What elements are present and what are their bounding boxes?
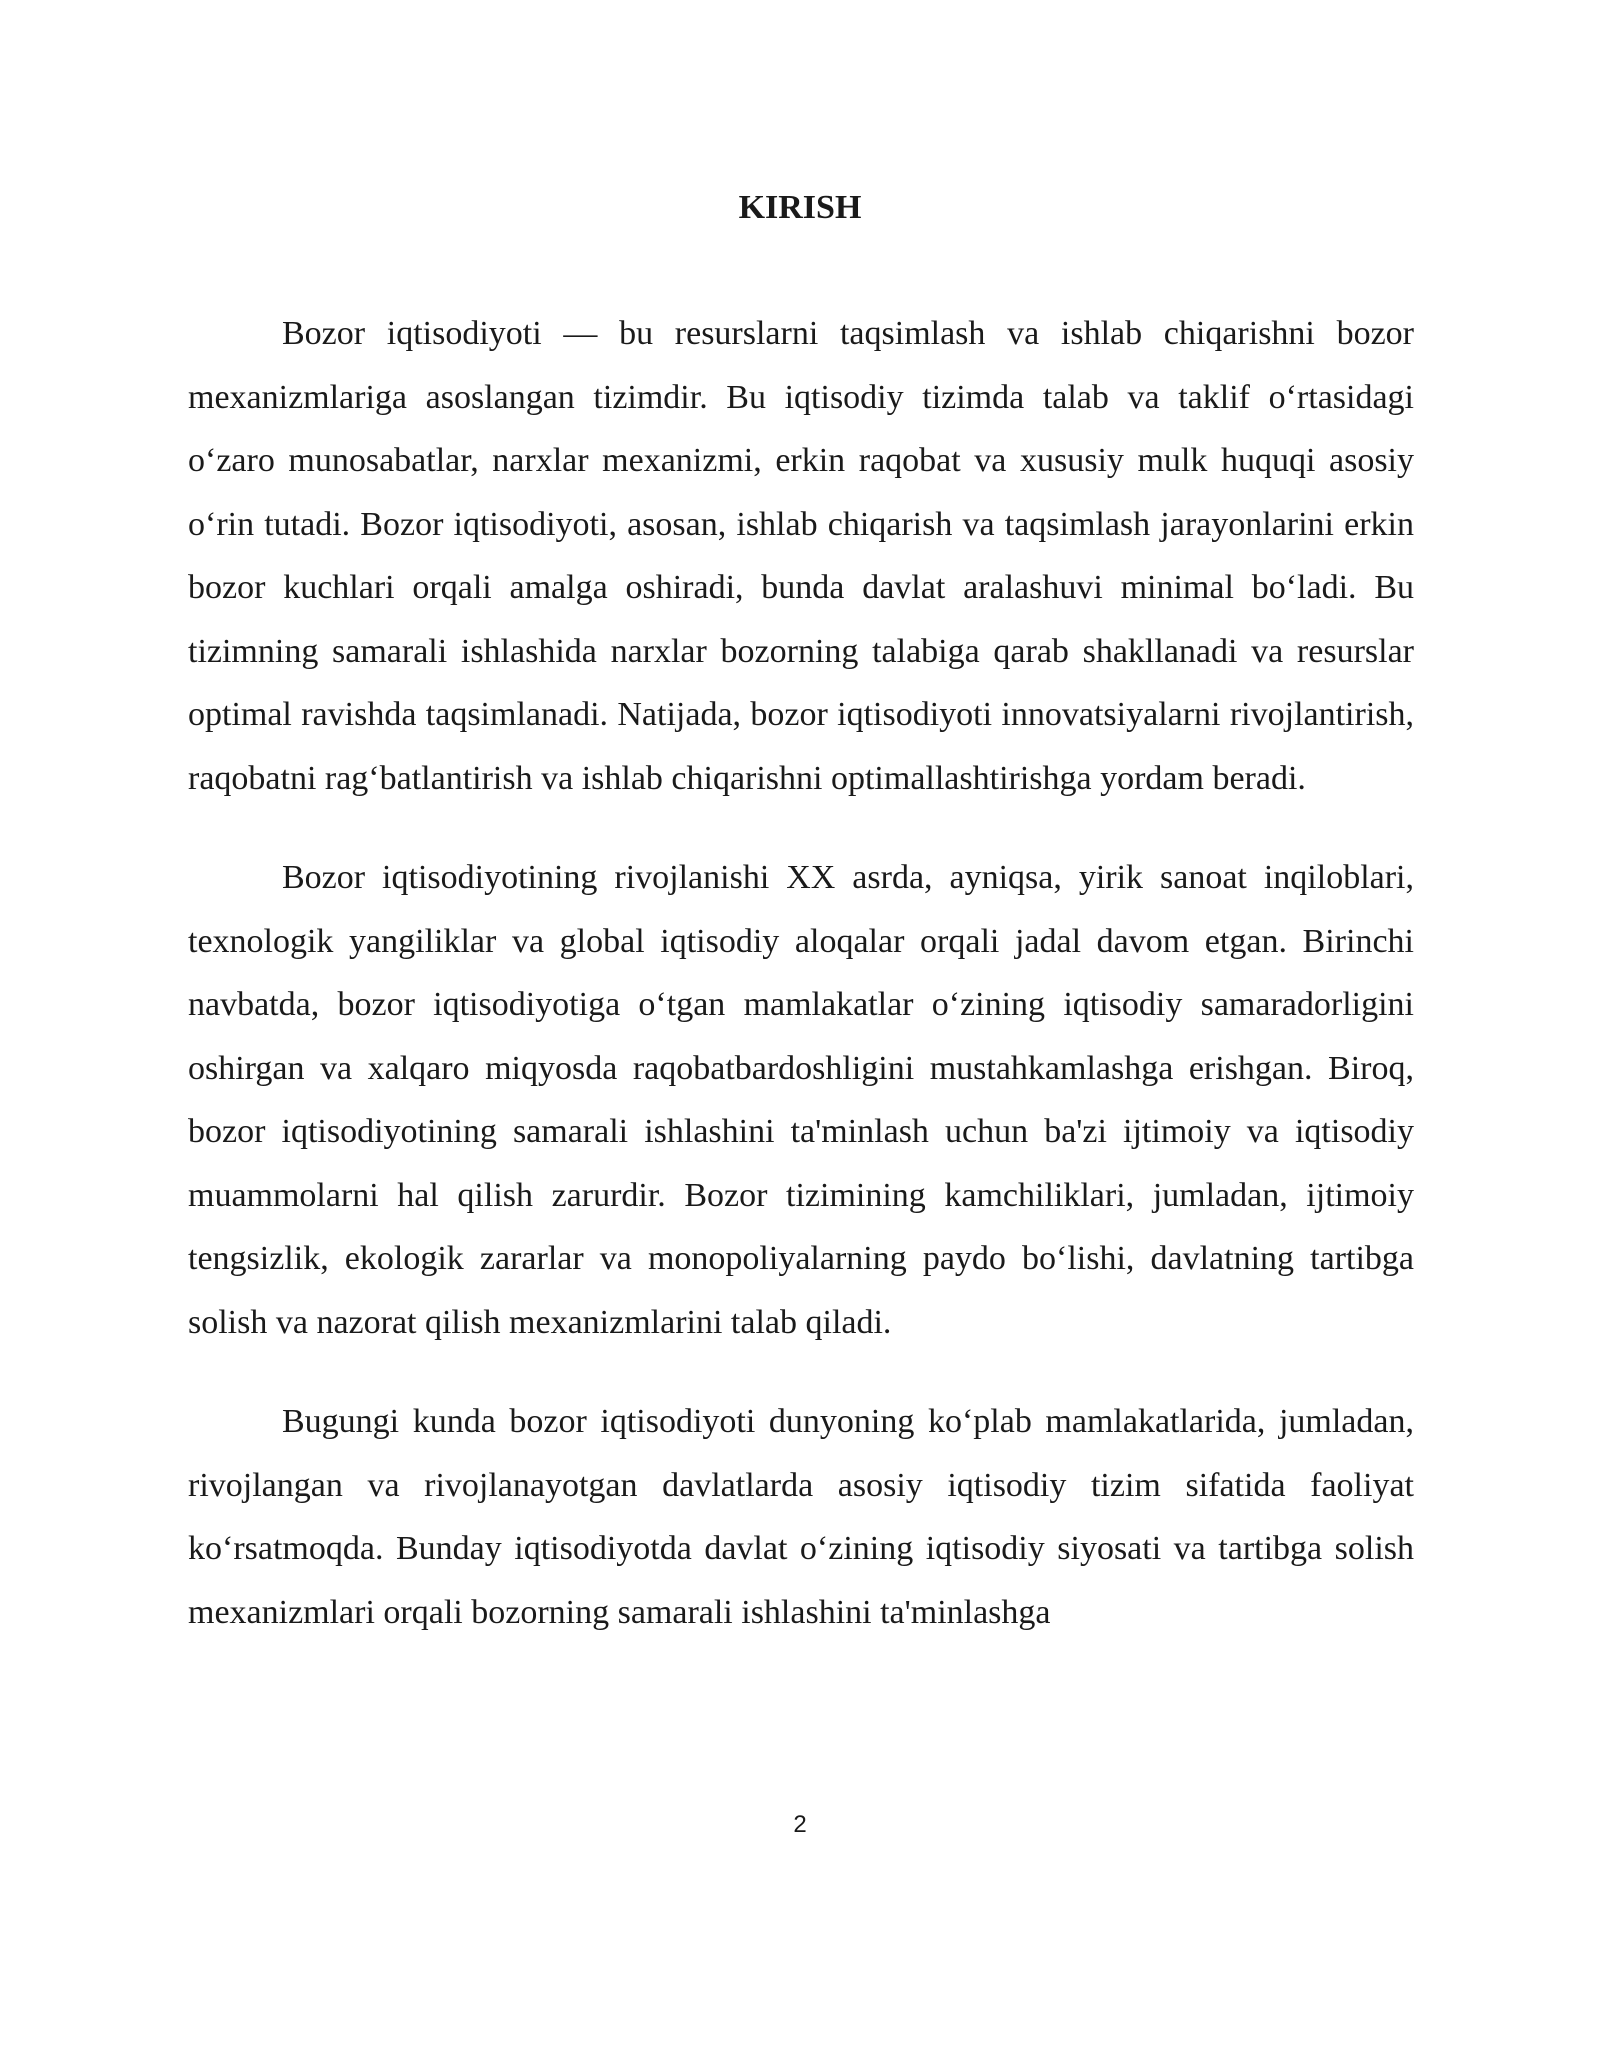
page-number: 2 <box>793 1811 807 1838</box>
paragraph-3: Bugungi kunda bozor iqtisodiyoti dunyoning ko‘plab mamlakatlarida, jumladan, rivojlangan va rivojlanayotgan davlatlarda asosiy iqtisodiy tizim sifatida faoliyat ko‘rsatmoqda. Bunday iqtisodiyotda davlat o‘zining iqtisodiy siyosati va tartibga solish mexanizmlari orqali bozorning samarali ishlashini ta'minlashga <box>188 1403 1414 1631</box>
body-text <box>188 302 1414 1680</box>
section-title: KIRISH <box>738 189 862 226</box>
paragraph-2: Bozor iqtisodiyotining rivojlanishi XX asrda, ayniqsa, yirik sanoat inqiloblari, texnologik yangiliklar va global iqtisodiy aloqalar orqali jadal davom etgan. Birinchi navbatda, bozor iqtisodiyotiga o‘tgan mamlakatlar o‘zining iqtisodiy samaradorligini oshirgan va xalqaro miqyosda raqobatbardoshligini mustahkamlashga erishgan. Biroq, bozor iqtisodiyotining samarali ishlashini ta'minlash uchun ba'zi ijtimoiy va iqtisodiy muammolarni hal qilish zarurdir. Bozor tizimining kamchiliklari, jumladan, ijtimoiy tengsizlik, ekologik zararlar va monopoliyalarning paydo bo‘lishi, davlatning tartibga solish va nazorat qilish mexanizmlarini talab qiladi. <box>188 859 1414 1341</box>
paragraph-1: Bozor iqtisodiyoti — bu resurslarni taqsimlash va ishlab chiqarishni bozor mexanizmlariga asoslangan tizimdir. Bu iqtisodiy tizimda talab va taklif o‘rtasidagi o‘zaro munosabatlar, narxlar mexanizmi, erkin raqobat va xususiy mulk huquqi asosiy o‘rin tutadi. Bozor iqtisodiyoti, asosan, ishlab chiqarish va taqsimlash jarayonlarini erkin bozor kuchlari orqali amalga oshiradi, bunda davlat aralashuvi minimal bo‘ladi. Bu tizimning samarali ishlashida narxlar bozorning talabiga qarab shakllanadi va resurslar optimal ravishda taqsimlanadi. Natijada, bozor iqtisodiyoti innovatsiyalarni rivojlantirish, raqobatni rag‘batlantirish va ishlab chiqarishni optimallashtirishga yordam beradi. <box>188 315 1414 797</box>
